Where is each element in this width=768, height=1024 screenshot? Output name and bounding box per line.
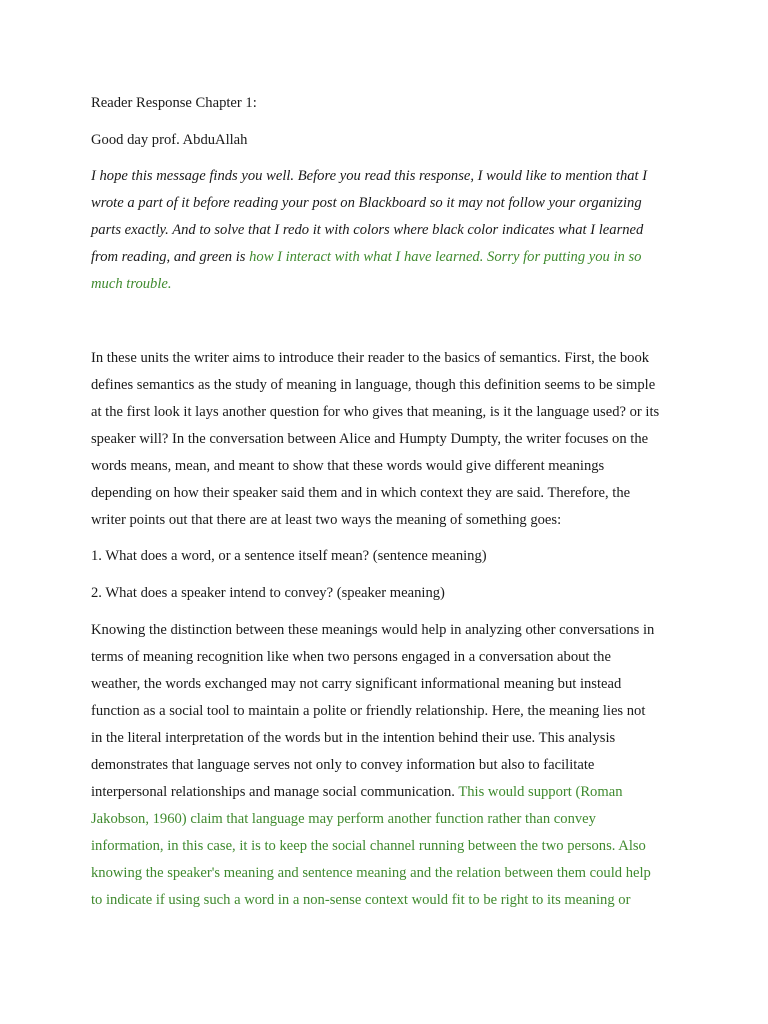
paragraph2-line (91, 648, 611, 666)
intro-line-black: parts exactly. And to solve that I redo it with colors where black color indicates what I learned (91, 222, 644, 238)
paragraph1-line: depending on how their speaker said them and in which context they are said. Therefore, the (91, 485, 631, 501)
paragraph2-line (91, 702, 645, 720)
paragraph2-line-black: function as a social tool to maintain a polite or friendly relationship. Here, the meaning lies not (91, 703, 646, 719)
paragraph2-line-black: interpersonal relationships and manage social communication. (91, 784, 459, 800)
list-item: 1. What does a word, or a sentence itself mean? (sentence meaning) (91, 548, 487, 564)
greeting-line: Good day prof. AbduAllah (91, 132, 248, 148)
paragraph2-line (91, 729, 615, 747)
intro-line-black: from reading, and green is (91, 249, 250, 265)
paragraph2-line-green: Jakobson, 1960) claim that language may perform another function rather than convey (91, 811, 596, 827)
paragraph1-line: defines semantics as the study of meaning in language, though this definition seems to be simple (91, 377, 656, 393)
paragraph2-line-black: weather, the words exchanged may not carry significant informational meaning but instead (91, 676, 622, 692)
paragraph2-line-black: in the literal interpretation of the words but in the intention behind their use. This analysis (91, 730, 616, 746)
paragraph2-line-black: terms of meaning recognition like when two persons engaged in a conversation about the (91, 649, 611, 665)
intro-line (91, 275, 172, 293)
paragraph2-line-green: information, in this case, it is to keep the social channel running between the two persons. Also (91, 838, 646, 854)
paragraph1-line: writer points out that there are at least two ways the meaning of something goes: (91, 512, 562, 528)
paragraph1-line: In these units the writer aims to introduce their reader to the basics of semantics. First, the book (91, 350, 650, 366)
intro-line (91, 194, 642, 212)
intro-line-black: wrote a part of it before reading your post on Blackboard so it may not follow your organizing (91, 195, 642, 211)
paragraph1-line: speaker will? In the conversation between Alice and Humpty Dumpty, the writer focuses on the (91, 431, 649, 447)
paragraph2-line (91, 837, 646, 855)
intro-line (91, 248, 641, 266)
paragraph2-line-green: knowing the speaker's meaning and sentence meaning and the relation between them could help (91, 865, 651, 881)
intro-line (91, 221, 643, 239)
paragraph2-line (91, 756, 594, 774)
paragraph1-line: words means, mean, and meant to show that these words would give different meanings (91, 458, 605, 474)
paragraph2-line-green: This would support (Roman (458, 784, 623, 800)
document-heading: Reader Response Chapter 1: (91, 95, 257, 111)
paragraph1-line: at the first look it lays another question for who gives that meaning, is it the language used? or its (91, 404, 660, 420)
paragraph2-line-green: to indicate if using such a word in a non-sense context would fit to be right to its meaning or (91, 892, 631, 908)
paragraph2-line-black: Knowing the distinction between these meanings would help in analyzing other conversations in (91, 622, 655, 638)
intro-line-green: much trouble. (91, 276, 172, 292)
paragraph2-line (91, 864, 651, 882)
paragraph2-line-black: demonstrates that language serves not only to convey information but also to facilitate (91, 757, 595, 773)
intro-line-green: how I interact with what I have learned. Sorry for putting you in so (249, 249, 642, 265)
paragraph2-line (91, 783, 623, 801)
list-item: 2. What does a speaker intend to convey? (speaker meaning) (91, 585, 445, 601)
paragraph2-line (91, 810, 596, 828)
intro-line-black: I hope this message finds you well. Before you read this response, I would like to mention that I (91, 168, 648, 184)
intro-line (91, 167, 647, 185)
paragraph2-line (91, 621, 654, 639)
paragraph2-line (91, 675, 621, 693)
paragraph2-line (91, 891, 630, 909)
